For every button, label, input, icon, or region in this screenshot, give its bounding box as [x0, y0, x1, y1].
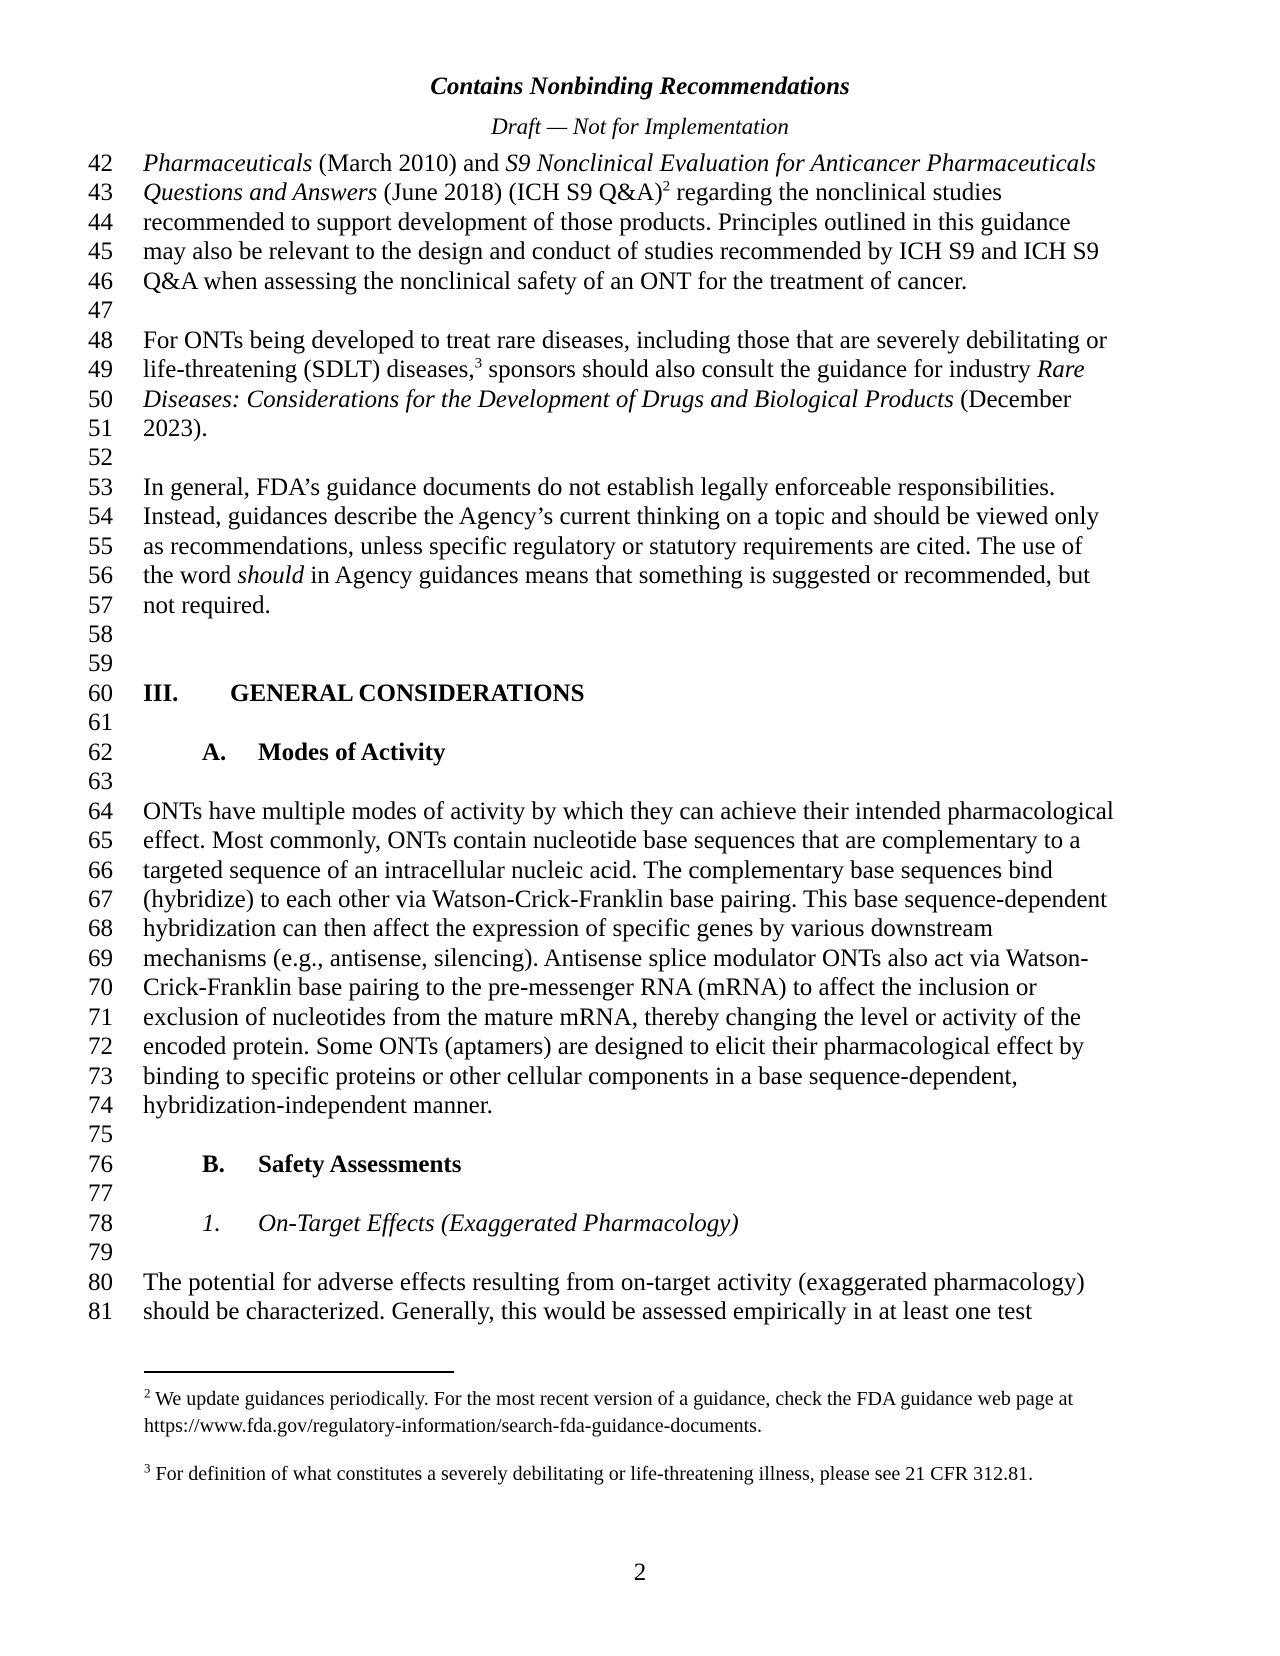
line-number: 48 [88, 326, 113, 354]
document-line [88, 1150, 1268, 1179]
line-number: 53 [88, 473, 113, 501]
line-number: 43 [88, 179, 113, 207]
text-segment: binding to specific proteins or other cellular components in a base sequence-dependent, [143, 1062, 1018, 1090]
line-number: 56 [88, 562, 113, 590]
document-line [88, 1120, 1268, 1149]
document-line [88, 1297, 1268, 1326]
line-text [143, 209, 1071, 236]
text-segment: 1. [202, 1209, 221, 1237]
document-line [88, 767, 1268, 796]
text-segment: sponsors should also consult the guidance for industry [482, 356, 1037, 384]
text-segment: ONTs have multiple modes of activity by which they can achieve their intended pharmacological [143, 797, 1114, 825]
footnote-line: $^2$ We update guidances periodically. For the most recent version of a guidance, check the FDA guidance web page at [144, 1385, 1074, 1410]
line-text [143, 562, 1090, 589]
footnotes [144, 1386, 1154, 1488]
footnote-marker: 2 [144, 1385, 151, 1401]
text-segment: On-Target Effects (Exaggerated Pharmacology) [258, 1209, 739, 1237]
line-text [143, 1269, 1085, 1296]
line-number: 42 [88, 150, 113, 177]
document-line [88, 385, 1268, 414]
line-number: 61 [88, 709, 113, 737]
document-line [88, 856, 1268, 885]
document-line [88, 532, 1268, 561]
document-line [88, 620, 1268, 649]
text-segment: targeted sequence of an intracellular nucleic acid. The complementary base sequences bind [143, 856, 1053, 884]
line-number: 57 [88, 591, 113, 619]
line-number: 66 [88, 856, 113, 884]
line-text [143, 327, 1107, 354]
document-line [88, 1003, 1268, 1032]
line-text [143, 739, 445, 766]
footnote-line: https://www.fda.gov/regulatory-information/search-fda-guidance-documents. [144, 1415, 762, 1437]
line-number: 67 [88, 885, 113, 913]
document-line [88, 1032, 1268, 1061]
line-number: 62 [88, 738, 113, 766]
line-number: 50 [88, 385, 113, 413]
line-text [143, 680, 584, 707]
text-segment: In general, FDA’s guidance documents do not establish legally enforceable responsibilities. [143, 473, 1056, 501]
line-text [143, 798, 1114, 825]
line-number: 45 [88, 238, 113, 266]
text-segment: hybridization can then affect the expression of specific genes by various downstream [143, 915, 993, 943]
line-number: 51 [88, 414, 113, 442]
text-segment: not required. [143, 591, 271, 619]
line-number: 64 [88, 797, 113, 825]
text-segment: Diseases: Considerations for the Development of Drugs and Biological Products [143, 385, 954, 413]
line-number: 74 [88, 1092, 113, 1119]
document-line [88, 885, 1268, 914]
text-segment: Questions and Answers [143, 179, 378, 207]
line-text [143, 150, 1096, 177]
document-lines [88, 149, 1268, 1327]
line-number: 69 [88, 944, 113, 972]
line-number: 60 [88, 679, 113, 707]
text-segment: hybridization-independent manner. [143, 1092, 493, 1119]
text-segment: (March 2010) and [312, 150, 506, 177]
document-line [88, 208, 1268, 237]
text-segment: may also be relevant to the design and conduct of studies recommended by ICH S9 and ICH S9 [143, 238, 1100, 266]
footnote [144, 1461, 1154, 1488]
footnote-marker: 3 [144, 1460, 151, 1476]
document-line [88, 326, 1268, 355]
line-text [143, 238, 1099, 265]
text-segment: effect. Most commonly, ONTs contain nucleotide base sequences that are complementary to a [143, 827, 1081, 855]
line-text [143, 415, 208, 442]
line-number: 78 [88, 1209, 113, 1237]
text-segment: as recommendations, unless specific regulatory or statutory requirements are cited. The use of [143, 532, 1083, 560]
header-subtitle: Draft — Not for Implementation [491, 114, 789, 139]
text-segment: Q&A when assessing the nonclinical safety of an ONT for the treatment of cancer. [143, 267, 968, 295]
document-line [88, 1091, 1268, 1120]
text-segment: For ONTs being developed to treat rare diseases, including those that are severely debilitating or [143, 326, 1107, 354]
line-text [143, 915, 993, 942]
line-text [143, 1151, 461, 1178]
document-line [88, 296, 1268, 325]
line-number: 68 [88, 915, 113, 943]
text-segment: should [237, 562, 305, 590]
line-number: 77 [88, 1180, 113, 1208]
text-segment: The potential for adverse effects resulting from on-target activity (exaggerated pharmacology) [143, 1268, 1085, 1296]
document-line [88, 561, 1268, 590]
page-number: 2 [633, 1559, 647, 1586]
line-number: 76 [88, 1150, 113, 1178]
line-text [143, 1210, 739, 1237]
line-number: 71 [88, 1003, 113, 1031]
document-line [88, 914, 1268, 943]
document-line [88, 738, 1268, 767]
line-number: 80 [88, 1268, 113, 1296]
document-line [88, 149, 1268, 178]
document-line [88, 1179, 1268, 1208]
text-segment: A. [202, 738, 227, 766]
document-header [0, 72, 1280, 140]
line-number: 75 [88, 1121, 113, 1149]
text-segment: Instead, guidances describe the Agency’s current thinking on a topic and should be viewed only [143, 503, 1099, 531]
document-line [88, 649, 1268, 678]
text-segment: recommended to support development of those products. Principles outlined in this guidance [143, 208, 1071, 236]
line-number: 54 [88, 503, 113, 531]
document-line [88, 473, 1268, 502]
text-segment: encoded protein. Some ONTs (aptamers) are designed to elicit their pharmacological effect by [143, 1033, 1085, 1061]
text-segment: (June 2018) (ICH S9 Q&A) [377, 179, 663, 207]
text-segment: S9 Nonclinical Evaluation for Anticancer Pharmaceuticals [505, 150, 1096, 177]
line-number: 81 [88, 1298, 113, 1326]
text-segment: 2023). [143, 414, 208, 442]
footnote [144, 1386, 1154, 1440]
line-text [143, 827, 1081, 854]
document-line [88, 1238, 1268, 1267]
footnote-reference: 3 [474, 355, 483, 372]
line-text [143, 533, 1083, 560]
text-segment: exclusion of nucleotides from the mature mRNA, thereby changing the level or activity of the [143, 1003, 1081, 1031]
line-text [143, 503, 1099, 530]
text-segment: the word [143, 562, 238, 590]
line-number: 73 [88, 1062, 113, 1090]
text-segment: (December [953, 385, 1072, 413]
line-number: 72 [88, 1033, 113, 1061]
line-text [143, 886, 1107, 913]
line-number: 58 [88, 621, 113, 648]
document-line [88, 237, 1268, 266]
text-segment: Modes of Activity [258, 738, 446, 766]
document-line [88, 443, 1268, 472]
document-line [88, 591, 1268, 620]
line-text [143, 268, 967, 295]
line-text [143, 1004, 1081, 1031]
line-number: 47 [88, 297, 113, 325]
document-line [88, 708, 1268, 737]
line-number: 70 [88, 974, 113, 1002]
line-number: 79 [88, 1239, 113, 1267]
line-number: 44 [88, 208, 113, 236]
line-text [143, 386, 1071, 413]
document-line [88, 502, 1268, 531]
document-line [88, 414, 1268, 443]
document-line [88, 178, 1268, 207]
line-number: 49 [88, 356, 113, 384]
text-segment: mechanisms (e.g., antisense, silencing). Antisense splice modulator ONTs also act via Watson- [143, 944, 1089, 972]
line-text [143, 356, 1085, 383]
document-line [88, 797, 1268, 826]
header-title: Contains Nonbinding Recommendations [430, 73, 850, 100]
line-number: 46 [88, 267, 113, 295]
line-text [143, 1298, 1032, 1325]
text-segment: Safety Assessments [258, 1150, 462, 1178]
document-line [88, 973, 1268, 1002]
document-line [88, 1268, 1268, 1297]
text-segment: regarding the nonclinical studies [670, 179, 1003, 207]
document-line [88, 826, 1268, 855]
text-segment: Rare [1036, 356, 1085, 384]
line-text [143, 974, 1037, 1001]
text-segment: B. [202, 1150, 225, 1178]
line-text [143, 474, 1055, 501]
text-segment: in Agency guidances means that something is suggested or recommended, but [304, 562, 1091, 590]
text-segment: (hybridize) to each other via Watson-Crick-Franklin base pairing. This base sequence-dependent [143, 885, 1108, 913]
document-line [88, 1062, 1268, 1091]
text-segment: Pharmaceuticals [143, 150, 313, 177]
document-line [88, 944, 1268, 973]
line-text [143, 945, 1089, 972]
line-number: 63 [88, 768, 113, 796]
line-number: 65 [88, 827, 113, 855]
document-line [88, 267, 1268, 296]
text-segment: life-threatening (SDLT) diseases, [143, 356, 475, 384]
document-line [88, 355, 1268, 384]
line-text [143, 592, 271, 619]
footnote-reference: 2 [662, 179, 671, 196]
line-number: 55 [88, 532, 113, 560]
line-text [143, 179, 1002, 206]
line-text [143, 1063, 1018, 1090]
text-segment: should be characterized. Generally, this would be assessed empirically in at least one test [143, 1298, 1033, 1326]
line-text [143, 1033, 1084, 1060]
footnote-separator [144, 1371, 454, 1373]
document-line [88, 679, 1268, 708]
text-segment: III. [143, 679, 179, 707]
text-segment: GENERAL CONSIDERATIONS [230, 679, 585, 707]
line-text [143, 857, 1053, 884]
line-number: 59 [88, 650, 113, 678]
line-number: 52 [88, 444, 113, 472]
footnote-line: $^3$ For definition of what constitutes a severely debilitating or life-threatening illness, please see 21 CFR 312.81. [144, 1460, 1034, 1485]
text-segment: Crick-Franklin base pairing to the pre-messenger RNA (mRNA) to affect the inclusion or [143, 974, 1037, 1002]
line-text [143, 1092, 493, 1119]
document-line [88, 1209, 1268, 1238]
